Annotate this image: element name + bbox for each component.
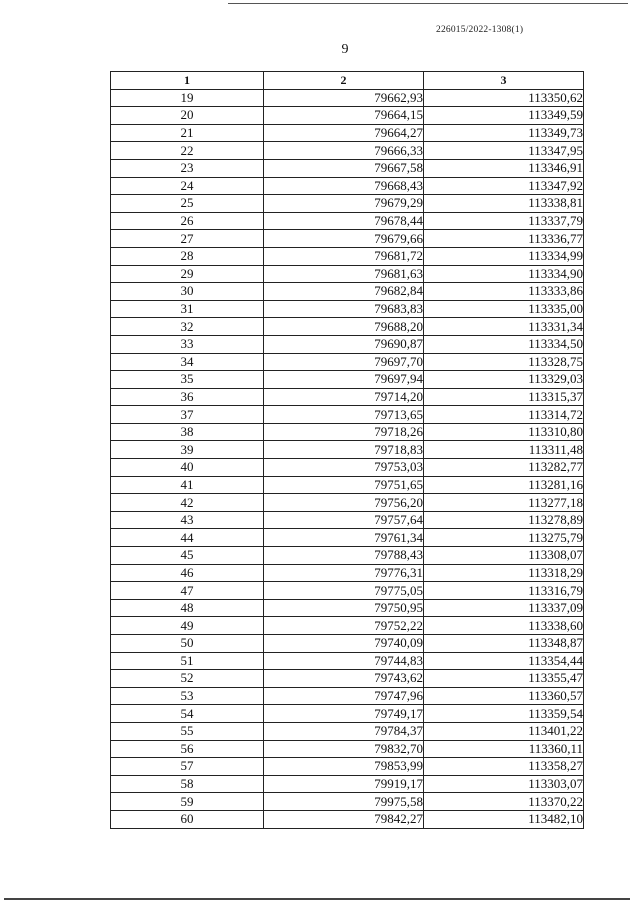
x-coordinate-cell: 79681,63 <box>264 265 424 283</box>
x-coordinate-cell: 79832,70 <box>264 740 424 758</box>
y-coordinate-cell: 113346,91 <box>424 159 584 177</box>
x-coordinate-cell: 79752,22 <box>264 617 424 635</box>
point-number-cell: 52 <box>111 670 264 688</box>
y-coordinate-cell: 113354,44 <box>424 652 584 670</box>
y-coordinate-cell: 113311,48 <box>424 441 584 459</box>
bottom-rule <box>4 898 630 900</box>
y-coordinate-cell: 113338,81 <box>424 195 584 213</box>
table-row <box>111 652 584 670</box>
point-number-cell: 57 <box>111 758 264 776</box>
y-coordinate-cell: 113334,99 <box>424 247 584 265</box>
point-number-cell: 40 <box>111 459 264 477</box>
x-coordinate-cell: 79664,27 <box>264 124 424 142</box>
table-row <box>111 529 584 547</box>
y-coordinate-cell: 113482,10 <box>424 810 584 828</box>
table-row <box>111 230 584 248</box>
document-id: 226015/2022-1308(1) <box>436 25 524 35</box>
point-number-cell: 49 <box>111 617 264 635</box>
y-coordinate-cell: 113331,34 <box>424 318 584 336</box>
table-row <box>111 177 584 195</box>
table-row <box>111 195 584 213</box>
table-row <box>111 283 584 301</box>
point-number-cell: 60 <box>111 810 264 828</box>
x-coordinate-cell: 79743,62 <box>264 670 424 688</box>
point-number-cell: 41 <box>111 476 264 494</box>
table-row <box>111 599 584 617</box>
y-coordinate-cell: 113333,86 <box>424 283 584 301</box>
table-row <box>111 388 584 406</box>
table-row <box>111 547 584 565</box>
table-row <box>111 318 584 336</box>
column-header-2: 2 <box>264 72 424 90</box>
y-coordinate-cell: 113334,90 <box>424 265 584 283</box>
x-coordinate-cell: 79750,95 <box>264 599 424 617</box>
x-coordinate-cell: 79776,31 <box>264 564 424 582</box>
x-coordinate-cell: 79718,26 <box>264 423 424 441</box>
x-coordinate-cell: 79775,05 <box>264 582 424 600</box>
x-coordinate-cell: 79747,96 <box>264 687 424 705</box>
x-coordinate-cell: 79749,17 <box>264 705 424 723</box>
point-number-cell: 45 <box>111 547 264 565</box>
point-number-cell: 28 <box>111 247 264 265</box>
x-coordinate-cell: 79688,20 <box>264 318 424 336</box>
y-coordinate-cell: 113401,22 <box>424 722 584 740</box>
table-row <box>111 353 584 371</box>
y-coordinate-cell: 113318,29 <box>424 564 584 582</box>
point-number-cell: 22 <box>111 142 264 160</box>
point-number-cell: 38 <box>111 423 264 441</box>
column-header-3: 3 <box>424 72 584 90</box>
table-row <box>111 494 584 512</box>
y-coordinate-cell: 113349,73 <box>424 124 584 142</box>
x-coordinate-cell: 79664,15 <box>264 107 424 125</box>
y-coordinate-cell: 113337,09 <box>424 599 584 617</box>
table-row <box>111 740 584 758</box>
point-number-cell: 44 <box>111 529 264 547</box>
y-coordinate-cell: 113334,50 <box>424 335 584 353</box>
point-number-cell: 36 <box>111 388 264 406</box>
x-coordinate-cell: 79788,43 <box>264 547 424 565</box>
point-number-cell: 55 <box>111 722 264 740</box>
y-coordinate-cell: 113308,07 <box>424 547 584 565</box>
y-coordinate-cell: 113349,59 <box>424 107 584 125</box>
point-number-cell: 35 <box>111 371 264 389</box>
top-rule <box>228 3 628 4</box>
x-coordinate-cell: 79666,33 <box>264 142 424 160</box>
table-row <box>111 406 584 424</box>
table-row <box>111 670 584 688</box>
y-coordinate-cell: 113370,22 <box>424 793 584 811</box>
x-coordinate-cell: 79714,20 <box>264 388 424 406</box>
point-number-cell: 29 <box>111 265 264 283</box>
x-coordinate-cell: 79753,03 <box>264 459 424 477</box>
y-coordinate-cell: 113281,16 <box>424 476 584 494</box>
point-number-cell: 37 <box>111 406 264 424</box>
y-coordinate-cell: 113335,00 <box>424 300 584 318</box>
x-coordinate-cell: 79919,17 <box>264 775 424 793</box>
table-row <box>111 705 584 723</box>
point-number-cell: 43 <box>111 511 264 529</box>
point-number-cell: 20 <box>111 107 264 125</box>
y-coordinate-cell: 113329,03 <box>424 371 584 389</box>
y-coordinate-cell: 113360,57 <box>424 687 584 705</box>
y-coordinate-cell: 113278,89 <box>424 511 584 529</box>
x-coordinate-cell: 79678,44 <box>264 212 424 230</box>
x-coordinate-cell: 79668,43 <box>264 177 424 195</box>
y-coordinate-cell: 113314,72 <box>424 406 584 424</box>
table-row <box>111 265 584 283</box>
y-coordinate-cell: 113316,79 <box>424 582 584 600</box>
table-row <box>111 159 584 177</box>
table-row <box>111 107 584 125</box>
y-coordinate-cell: 113337,79 <box>424 212 584 230</box>
x-coordinate-cell: 79718,83 <box>264 441 424 459</box>
y-coordinate-cell: 113358,27 <box>424 758 584 776</box>
y-coordinate-cell: 113282,77 <box>424 459 584 477</box>
x-coordinate-cell: 79662,93 <box>264 89 424 107</box>
table-header-row <box>111 72 584 90</box>
y-coordinate-cell: 113348,87 <box>424 635 584 653</box>
x-coordinate-cell: 79761,34 <box>264 529 424 547</box>
x-coordinate-cell: 79667,58 <box>264 159 424 177</box>
table-row <box>111 793 584 811</box>
point-number-cell: 32 <box>111 318 264 336</box>
y-coordinate-cell: 113275,79 <box>424 529 584 547</box>
table-row <box>111 687 584 705</box>
table-row <box>111 810 584 828</box>
point-number-cell: 26 <box>111 212 264 230</box>
y-coordinate-cell: 113336,77 <box>424 230 584 248</box>
table-row <box>111 476 584 494</box>
point-number-cell: 50 <box>111 635 264 653</box>
table-row <box>111 722 584 740</box>
y-coordinate-cell: 113350,62 <box>424 89 584 107</box>
table-row <box>111 89 584 107</box>
table-row <box>111 371 584 389</box>
y-coordinate-cell: 113277,18 <box>424 494 584 512</box>
coordinates-table <box>110 71 584 829</box>
x-coordinate-cell: 79681,72 <box>264 247 424 265</box>
point-number-cell: 34 <box>111 353 264 371</box>
table-body <box>111 89 584 828</box>
point-number-cell: 59 <box>111 793 264 811</box>
point-number-cell: 48 <box>111 599 264 617</box>
point-number-cell: 54 <box>111 705 264 723</box>
x-coordinate-cell: 79757,64 <box>264 511 424 529</box>
point-number-cell: 27 <box>111 230 264 248</box>
point-number-cell: 42 <box>111 494 264 512</box>
x-coordinate-cell: 79740,09 <box>264 635 424 653</box>
point-number-cell: 23 <box>111 159 264 177</box>
x-coordinate-cell: 79751,65 <box>264 476 424 494</box>
x-coordinate-cell: 79842,27 <box>264 810 424 828</box>
x-coordinate-cell: 79784,37 <box>264 722 424 740</box>
table-row <box>111 335 584 353</box>
table-row <box>111 441 584 459</box>
y-coordinate-cell: 113355,47 <box>424 670 584 688</box>
table-row <box>111 564 584 582</box>
y-coordinate-cell: 113303,07 <box>424 775 584 793</box>
table-row <box>111 635 584 653</box>
column-header-1: 1 <box>111 72 264 90</box>
point-number-cell: 31 <box>111 300 264 318</box>
y-coordinate-cell: 113359,54 <box>424 705 584 723</box>
y-coordinate-cell: 113360,11 <box>424 740 584 758</box>
y-coordinate-cell: 113347,95 <box>424 142 584 160</box>
table-row <box>111 459 584 477</box>
point-number-cell: 33 <box>111 335 264 353</box>
point-number-cell: 25 <box>111 195 264 213</box>
x-coordinate-cell: 79697,70 <box>264 353 424 371</box>
y-coordinate-cell: 113310,80 <box>424 423 584 441</box>
point-number-cell: 19 <box>111 89 264 107</box>
point-number-cell: 24 <box>111 177 264 195</box>
x-coordinate-cell: 79697,94 <box>264 371 424 389</box>
table-row <box>111 617 584 635</box>
y-coordinate-cell: 113328,75 <box>424 353 584 371</box>
table-row <box>111 582 584 600</box>
x-coordinate-cell: 79713,65 <box>264 406 424 424</box>
y-coordinate-cell: 113347,92 <box>424 177 584 195</box>
x-coordinate-cell: 79683,83 <box>264 300 424 318</box>
x-coordinate-cell: 79679,66 <box>264 230 424 248</box>
x-coordinate-cell: 79756,20 <box>264 494 424 512</box>
x-coordinate-cell: 79682,84 <box>264 283 424 301</box>
point-number-cell: 53 <box>111 687 264 705</box>
point-number-cell: 21 <box>111 124 264 142</box>
table-row <box>111 124 584 142</box>
x-coordinate-cell: 79975,58 <box>264 793 424 811</box>
page-number: 9 <box>341 42 349 57</box>
point-number-cell: 46 <box>111 564 264 582</box>
y-coordinate-cell: 113338,60 <box>424 617 584 635</box>
x-coordinate-cell: 79744,83 <box>264 652 424 670</box>
x-coordinate-cell: 79853,99 <box>264 758 424 776</box>
point-number-cell: 47 <box>111 582 264 600</box>
x-coordinate-cell: 79690,87 <box>264 335 424 353</box>
point-number-cell: 56 <box>111 740 264 758</box>
point-number-cell: 51 <box>111 652 264 670</box>
y-coordinate-cell: 113315,37 <box>424 388 584 406</box>
point-number-cell: 39 <box>111 441 264 459</box>
table-row <box>111 758 584 776</box>
x-coordinate-cell: 79679,29 <box>264 195 424 213</box>
table-row <box>111 775 584 793</box>
table-row <box>111 247 584 265</box>
table-row <box>111 511 584 529</box>
point-number-cell: 58 <box>111 775 264 793</box>
table-row <box>111 142 584 160</box>
point-number-cell: 30 <box>111 283 264 301</box>
table-row <box>111 423 584 441</box>
table-row <box>111 300 584 318</box>
table-row <box>111 212 584 230</box>
